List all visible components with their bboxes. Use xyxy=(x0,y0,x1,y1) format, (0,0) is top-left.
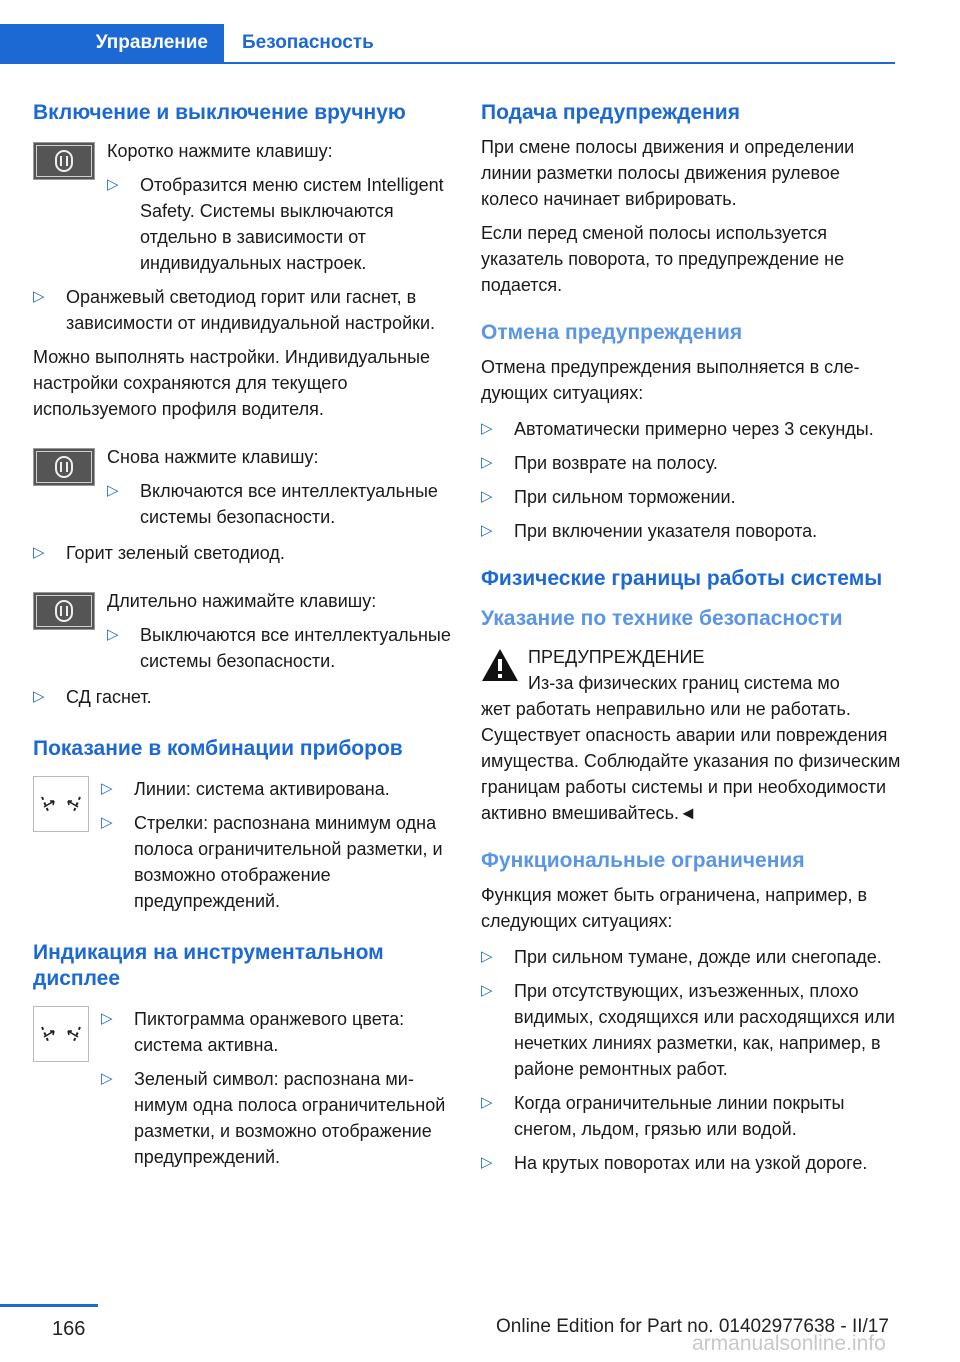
list-item xyxy=(481,1090,901,1142)
heading-warning-output: Подача предупреждения xyxy=(481,101,740,124)
bullet-text: СД гаснет. xyxy=(66,687,152,707)
list-item xyxy=(481,518,901,544)
bullet-text: Отобразится меню систем Intelligent Safety. Системы выключаются отдельно в зависимости от индивидуальных настроек. xyxy=(140,175,444,273)
warning-triangle-icon xyxy=(481,648,519,682)
bullet-text: Стрелки: распознана минимум одна полоса ограничительной разметки, и возможно отображение предупреждений. xyxy=(134,813,443,911)
safety-button-icon xyxy=(33,592,95,630)
warning-lead: Из-за физических границ система мо xyxy=(528,673,840,693)
left-column xyxy=(33,100,453,1192)
bullet-triangle-icon: ▷ xyxy=(481,420,493,437)
bullet-text: При сильном торможении. xyxy=(514,487,736,507)
bullet-text: Горит зеленый светодиод. xyxy=(66,543,285,563)
bullet-triangle-icon: ▷ xyxy=(101,814,113,831)
safety-button-icon xyxy=(33,142,95,180)
section-warning-output xyxy=(481,100,901,298)
bullet-text: При возврате на полосу. xyxy=(514,453,718,473)
footer-rule xyxy=(0,1304,98,1307)
tab-control[interactable]: Управление xyxy=(0,24,224,62)
heading-instrument-display: Индикация на инструментальном дисплее xyxy=(33,941,384,990)
paragraph-vibration: При смене полосы движения и определении линии разметки полосы движения рулевое колесо начинает вибрировать. xyxy=(481,137,855,209)
bullet-triangle-icon: ▷ xyxy=(101,1070,113,1087)
list-item xyxy=(107,622,453,674)
bullet-text: Автоматически примерно через 3 секунды. xyxy=(514,419,874,439)
list-item xyxy=(33,284,453,336)
bullet-triangle-icon: ▷ xyxy=(481,982,493,999)
bullet-text: При сильном тумане, дожде или снегопаде. xyxy=(514,947,882,967)
list-item xyxy=(107,478,453,530)
bullet-triangle-icon: ▷ xyxy=(107,626,119,643)
bullet-triangle-icon: ▷ xyxy=(101,1010,113,1027)
paragraph-functional-intro: Функция может быть ограничена, например, в следующих ситуациях: xyxy=(481,885,868,931)
section-cluster xyxy=(33,736,453,914)
instruction-short-press: Коротко нажмите клавишу: xyxy=(107,141,333,161)
icon-row-cluster xyxy=(33,776,453,914)
icon-row-display xyxy=(33,1006,453,1170)
bullet-triangle-icon: ▷ xyxy=(107,482,119,499)
heading-physical-limits: Физические границы работы системы xyxy=(481,567,883,590)
warning-heading: ПРЕДУПРЕЖДЕНИЕ xyxy=(528,647,705,667)
bullet-text: Когда ограничительные линии покрыты снегом, льдом, грязью или водой. xyxy=(514,1093,845,1139)
section-warning-cancel xyxy=(481,320,901,544)
icon-row-press-again xyxy=(33,444,453,530)
bullet-triangle-icon: ▷ xyxy=(33,288,45,305)
icon-row-long-press xyxy=(33,588,453,674)
icon-row-short-press xyxy=(33,138,453,276)
bullet-text: Включаются все интеллектуальные системы безопасности. xyxy=(140,481,438,527)
list-item xyxy=(481,416,901,442)
list-item xyxy=(33,540,453,566)
lane-lines-icon xyxy=(33,1006,89,1062)
safety-button-icon xyxy=(33,448,95,486)
list-item xyxy=(101,1006,453,1058)
watermark: armanualsonline.info xyxy=(692,1332,886,1355)
list-item xyxy=(33,684,453,710)
bullet-text: При отсутствующих, изъезженных, плохо видимых, сходящихся или расходящихся или нечетких линиях разметки, как, например, в районе ремонтных работ. xyxy=(514,981,895,1079)
bullet-text: Пиктограмма оранжевого цвета: система активна. xyxy=(134,1009,405,1055)
section-manual-switch xyxy=(33,100,453,710)
list-item xyxy=(481,978,901,1082)
bullet-text: На крутых поворотах или на узкой дороге. xyxy=(514,1153,868,1173)
bullet-text: Линии: система активирована. xyxy=(134,779,390,799)
list-item xyxy=(481,1150,901,1176)
page-number: 166 xyxy=(52,1318,86,1340)
bullet-text: При включении указателя поворота. xyxy=(514,521,818,541)
page-header xyxy=(0,24,895,64)
instruction-long-press: Длительно нажимайте клавишу: xyxy=(107,591,377,611)
paragraph-turn-signal: Если перед сменой полосы используется указатель поворота, то предупреждение не подается. xyxy=(481,223,845,295)
instruction-press-again: Снова нажмите клавишу: xyxy=(107,447,319,467)
paragraph-settings: Можно выполнять настройки. Индивидуальные настройки сохраняются для текущего используемого профиля водителя. xyxy=(33,347,431,419)
tab-safety[interactable]: Безопасность xyxy=(242,32,374,53)
heading-manual-switch: Включение и выключение вручную xyxy=(33,101,406,124)
list-item xyxy=(101,810,453,914)
heading-cluster: Показание в комбинации приборов xyxy=(33,737,403,760)
list-item xyxy=(481,484,901,510)
bullet-triangle-icon: ▷ xyxy=(481,454,493,471)
list-item xyxy=(101,1066,453,1170)
edition-info: Online Edition for Part no. 01402977638 - II/17 xyxy=(496,1316,889,1337)
bullet-triangle-icon: ▷ xyxy=(33,544,45,561)
bullet-triangle-icon: ▷ xyxy=(33,688,45,705)
section-safety-note xyxy=(481,606,901,826)
list-item xyxy=(481,450,901,476)
bullet-triangle-icon: ▷ xyxy=(481,948,493,965)
heading-warning-cancel: Отмена предупреждения xyxy=(481,321,743,344)
bullet-triangle-icon: ▷ xyxy=(481,488,493,505)
list-item xyxy=(481,944,901,970)
bullet-triangle-icon: ▷ xyxy=(481,522,493,539)
bullet-triangle-icon: ▷ xyxy=(101,780,113,797)
heading-functional-limits: Функциональные ограничения xyxy=(481,849,805,872)
section-instrument-display xyxy=(33,940,453,1170)
right-column xyxy=(481,100,901,1198)
list-item xyxy=(101,776,453,802)
bullet-triangle-icon: ▷ xyxy=(107,176,119,193)
bullet-text: Зеленый символ: распознана минимум одна полоса ограничительной разметки, и возможно отображение предупреждений. xyxy=(134,1069,446,1167)
bullet-triangle-icon: ▷ xyxy=(481,1094,493,1111)
lane-lines-icon xyxy=(33,776,89,832)
bullet-text: Выключаются все интеллектуальные системы безопасности. xyxy=(140,625,451,671)
heading-safety-note: Указание по технике безопасности xyxy=(481,607,843,630)
section-functional-limits xyxy=(481,848,901,1176)
warning-text: жет работать неправильно или не работать. Существует опасность аварии или повреждения имущества. Соблюдайте указания по физическим границам работы системы и при необходимости активно вмешивайтесь.◄ xyxy=(481,699,901,823)
list-item xyxy=(107,172,453,276)
paragraph-cancel-intro: Отмена предупреждения выполняется в следующих ситуациях: xyxy=(481,357,860,403)
bullet-triangle-icon: ▷ xyxy=(481,1154,493,1171)
section-physical-limits xyxy=(481,566,901,592)
bullet-text: Оранжевый светодиод горит или гаснет, в зависимости от индивидуальной настройки. xyxy=(66,287,436,333)
warning-block xyxy=(481,644,901,696)
